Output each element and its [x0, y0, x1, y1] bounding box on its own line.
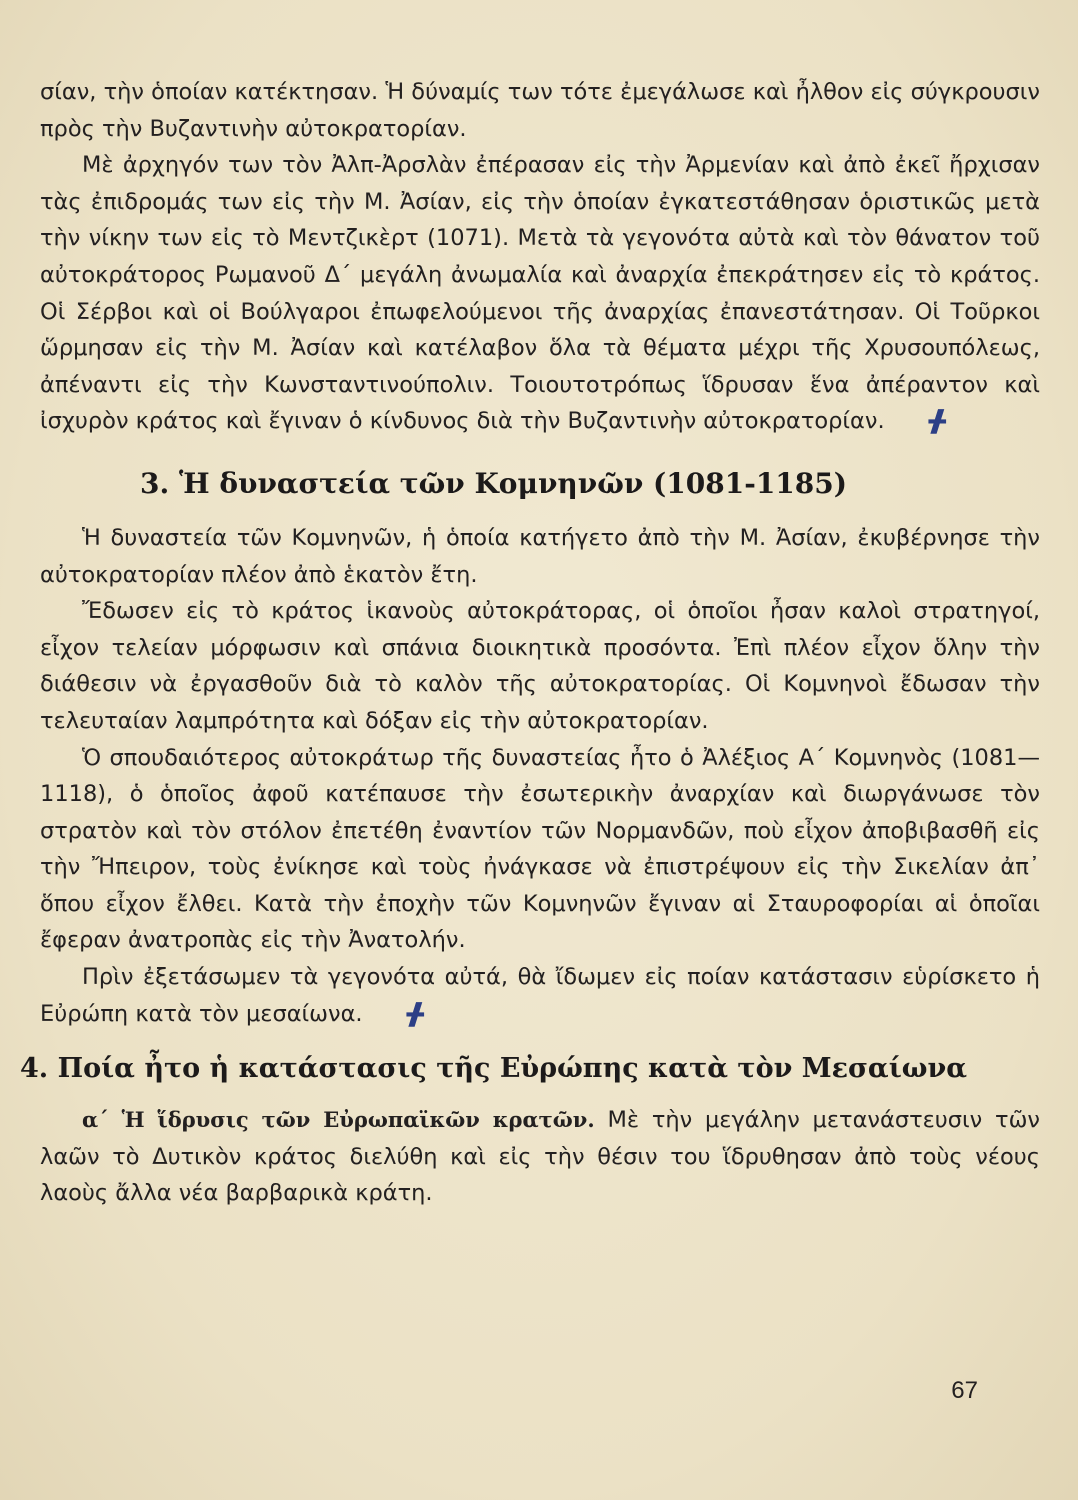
page-text: [20, 74, 1040, 1212]
section-3-paragraph-4: [40, 959, 1040, 1032]
section-4-paragraph: [40, 1102, 1040, 1212]
section-4-subheading: α΄ Ἡ ἵδρυσις τῶν Εὐρωπαϊκῶν κρατῶν.: [82, 1107, 595, 1133]
section-3-paragraph-4-text: Πρὶν ἐξετάσωμεν τὰ γεγονότα αὐτά, θὰ ἴδωμεν εἰς ποίαν κατάστασιν εὑρίσκετο ἡ Εὐρώπη κατὰ τὸν μεσαίωνα.: [40, 964, 1040, 1027]
section-4-paragraph-text: Μὲ τὴν μεγάλην μετανάστευσιν τῶν λαῶν τὸ Δυτικὸν κράτος διελύθη καὶ εἰς τὴν θέσιν του ἵδρυθησαν ἀπὸ τοὺς νέους λαοὺς ἄλλα νέα βαρβαρικὰ κράτη.: [40, 1107, 1040, 1207]
section-4-heading: 4. Ποία ἦτο ἡ κατάστασις τῆς Εὐρώπης κατὰ τὸν Μεσαίωνα: [20, 1053, 967, 1085]
paragraph-intro-2: [40, 147, 1040, 440]
pen-mark-icon: ᚋ: [928, 403, 946, 439]
page-number: 67: [951, 1377, 978, 1404]
section-3-paragraph-1: Ἡ δυναστεία τῶν Κομνηνῶν, ἡ ὁποία κατήγετο ἀπὸ τὴν Μ. Ἀσίαν, ἐκυβέρνησε τὴν αὐτοκρατορίαν πλέον ἀπὸ ἑκατὸν ἔτη.: [40, 524, 1040, 588]
section-3-paragraph-3: Ὁ σπουδαιότερος αὐτοκράτωρ τῆς δυναστείας ἦτο ὁ Ἀλέξιος Α΄ Κομνηνὸς (1081—1118), ὁ ὁποῖος ἀφοῦ κατέπαυσε τὴν ἐσωτερικὴν ἀναρχίαν καὶ διωργάνωσε τὸν στρατὸν καὶ τὸν στόλον ἐπετέθη ἐναντίον τῶν Νορμανδῶν, ποὺ εἶχον ἀποβιβασθῆ εἰς τὴν Ἤπειρον, τοὺς ἐνίκησε καὶ τοὺς ἠνάγκασε νὰ ἐπιστρέψουν εἰς τὴν Σικελίαν ἀπ᾽ ὅπου εἶχον ἔλθει. Κατὰ τὴν ἐποχὴν τῶν Κομνηνῶν ἔγιναν αἱ Σταυροφορίαι αἱ ὁποῖαι ἔφεραν ἀνατροπὰς εἰς τὴν Ἀνατολήν.: [40, 744, 1040, 954]
pen-mark-icon: ᚋ: [406, 995, 424, 1031]
paragraph-intro-1: σίαν, τὴν ὁποίαν κατέκτησαν. Ἡ δύναμίς των τότε ἐμεγάλωσε καὶ ἦλθον εἰς σύγκρουσιν πρὸς τὴν Βυζαντινὴν αὐτοκρατορίαν.: [40, 79, 1040, 142]
section-3-paragraph-2: Ἔδωσεν εἰς τὸ κράτος ἱκανοὺς αὐτοκράτορας, οἱ ὁποῖοι ἦσαν καλοὶ στρατηγοί, εἶχον τελείαν μόρφωσιν καὶ σπάνια διοικητικὰ προσόντα. Ἐπὶ πλέον εἶχον ὅλην τὴν διάθεσιν νὰ ἐργασθοῦν διὰ τὸ καλὸν τῆς αὐτοκρατορίας. Οἱ Κομνηνοὶ ἔδωσαν τὴν τελευταίαν λαμπρότητα καὶ δόξαν εἰς τὴν αὐτοκρατορίαν.: [40, 598, 1040, 734]
paragraph-intro-2-text: Μὲ ἀρχηγόν των τὸν Ἀλπ-Ἀρσλὰν ἐπέρασαν εἰς τὴν Ἀρμενίαν καὶ ἀπὸ ἐκεῖ ἤρχισαν τὰς ἐπιδρομάς των εἰς τὴν Μ. Ἀσίαν, εἰς τὴν ὁποίαν ἐγκατεστάθησαν ὁριστικῶς μετὰ τὴν νίκην των εἰς τὸ Μεντζικὲρτ (1071). Μετὰ τὰ γεγονότα αὐτὰ καὶ τὸν θάνατον τοῦ αὐτοκράτορος Ρωμανοῦ Δ΄ μεγάλη ἀνωμαλία καὶ ἀναρχία ἐπεκράτησεν εἰς τὸ κράτος. Οἱ Σέρβοι καὶ οἱ Βούλγαροι ἐπωφελούμενοι τῆς ἀναρχίας ἐπανεστάτησαν. Οἱ Τοῦρκοι ὥρμησαν εἰς τὴν Μ. Ἀσίαν καὶ κατέλαβον ὅλα τὰ θέματα μέχρι τῆς Χρυσουπόλεως, ἀπέναντι εἰς τὴν Κωνσταντινούπολιν. Τοιουτοτρόπως ἵδρυσαν ἕνα ἀπέραντον καὶ ἰσχυρὸν κράτος καὶ ἔγιναν ὁ κίνδυνος διὰ τὴν Βυζαντινὴν αὐτοκρατορίαν.: [40, 152, 1040, 435]
section-3-heading: 3. Ἡ δυναστεία τῶν Κομνηνῶν (1081-1185): [140, 466, 847, 500]
